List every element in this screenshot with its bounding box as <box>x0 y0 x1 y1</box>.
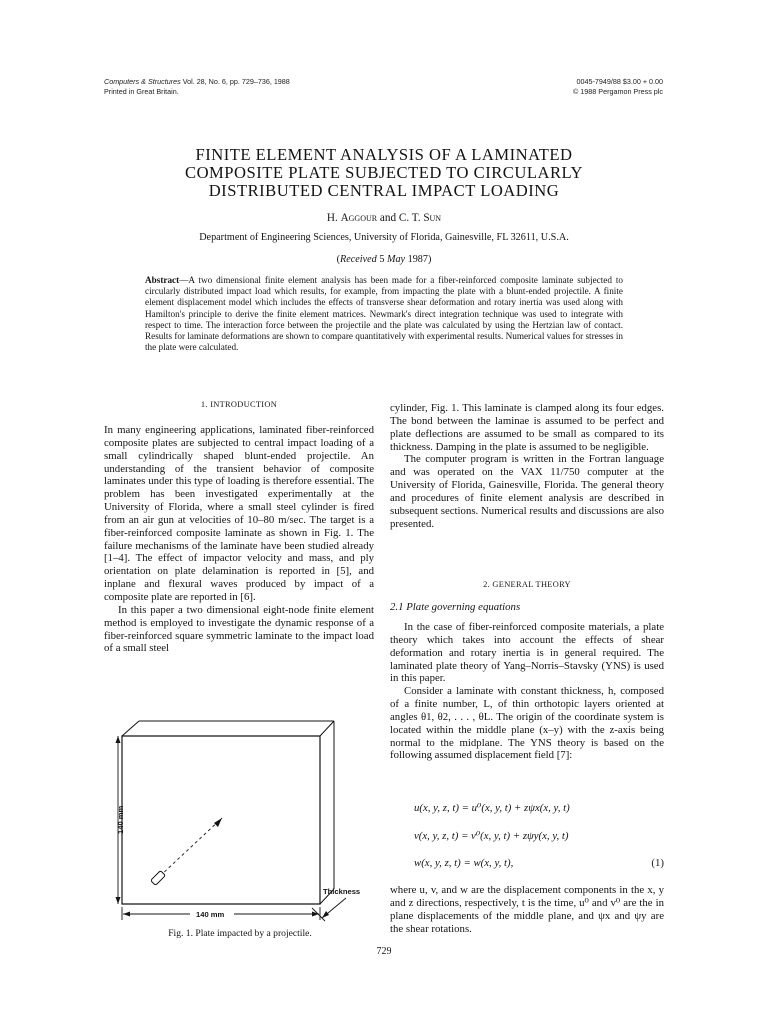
equation-v-text: v(x, y, z, t) = v⁰(x, y, t) + zψy(x, y, t) <box>414 830 569 842</box>
author-2-surname: Sun <box>423 212 442 224</box>
height-arrow-top <box>116 736 121 743</box>
author-conjunction: and <box>377 212 399 224</box>
equation-w-text: w(x, y, z, t) = w(x, y, t), <box>414 857 514 869</box>
received-month: May <box>386 254 406 265</box>
received-label: Received <box>340 254 377 265</box>
intro-paragraph-2: In this paper a two dimensional eight-node finite element method is employed to investigate the dynamic response of a fiber-reinforced square symmetric laminate to the impact load of a small steel <box>104 603 374 655</box>
affiliation: Department of Engineering Sciences, University of Florida, Gainesville, FL 32611, U.S.A. <box>199 232 569 243</box>
title-line-2: COMPOSITE PLATE SUBJECTED TO CIRCULARLY <box>185 163 583 182</box>
section-1-heading: 1. INTRODUCTION <box>200 400 278 409</box>
plate-edge-top-left <box>122 721 139 736</box>
thickness-arrow <box>322 911 329 918</box>
journal-name: Computers & Structures <box>104 77 181 86</box>
copyright-note: © 1988 Pergamon Press plc <box>573 86 663 96</box>
author-1-initials: H. <box>326 212 341 224</box>
thickness-label: Thickness <box>323 887 361 896</box>
figure-1 <box>104 718 376 938</box>
author-1-surname: Aggour <box>340 212 378 224</box>
equation-u-text: u(x, y, z, t) = u⁰(x, y, t) + zψx(x, y, t) <box>414 802 570 814</box>
received-date <box>104 254 664 265</box>
theory-paragraph-1: In the case of fiber-reinforced composite materials, a plate theory which takes into account the effects of shear deformation and rotary inertia is in general required. The laminated plate theory of Yang–Norris–Stavsky (YNS) is used in this paper. <box>390 621 664 685</box>
subsection-2-1-heading: 2.1 Plate governing equations <box>390 601 521 613</box>
abstract-lead: Abstract <box>145 275 180 285</box>
received-day: 5 <box>376 254 387 265</box>
theory-paragraph-2: Consider a laminate with constant thickness, h, composed of a finite number, L, of thin orthotopic layers oriented at angles θ1, θ2, . . . , θL. The origin of the coordinate system is located within the middle plane (x–y) with the z-axis being normal to the midplane. The YNS theory is based on the following assumed displacement field [7]: <box>390 685 664 762</box>
projectile-trajectory <box>160 818 222 876</box>
journal-volume: Vol. 28, No. 6, pp. 729–736, 1988 <box>182 77 290 86</box>
title-line-1: FINITE ELEMENT ANALYSIS OF A LAMINATED <box>195 145 573 164</box>
height-label: 140 mm <box>116 805 125 834</box>
right-column-bottom <box>390 884 664 935</box>
width-arrow-left <box>123 912 130 917</box>
right-column-middle <box>390 621 664 762</box>
paper-title <box>104 146 664 200</box>
width-label: 140 mm <box>196 910 225 919</box>
received-close: 1987) <box>405 254 432 265</box>
intro-paragraph-3: cylinder, Fig. 1. This laminate is clamped along its four edges. The bond between the laminae is assumed to be perfect and plate deflections are assumed to be small as compared to its thickness. Damping in the plate is assumed to be negligible. <box>390 402 664 453</box>
author-2-initials: C. T. <box>398 212 424 224</box>
abstract <box>145 275 623 353</box>
plate-diagram <box>104 718 376 930</box>
running-header-right <box>537 77 663 96</box>
equation-number: (1) <box>651 857 664 869</box>
page-number: 729 <box>376 946 392 957</box>
intro-paragraph-4: The computer program is written in the Fortran language and was operated on the VAX 11/750 computer at the University of Florida, Gainesville, Florida. The general theory and procedures of finite element analysis are described in subsequent sections. Numerical results and discussions are also presented. <box>390 453 664 530</box>
height-arrow-bottom <box>116 897 121 904</box>
trajectory-arrow <box>214 818 222 827</box>
intro-paragraph-1: In many engineering applications, laminated fiber-reinforced composite plates are subjected to central impact loading of a small cylindrically shaped blunt-ended projectile. An understanding of the transient behavior of composite laminates under this type of loading is therefore essential. The problem has been investigated experimentally at the University of Florida, where a small steel cylinder is fired from an air gun at velocities of 10–80 m/sec. The target is a fiber-reinforced composite laminate as shown in Fig. 1. The failure mechanisms of the laminate have been studied already [1–4]. The effect of impactor velocity and mass, and ply orientation on plate delamination is reported in [5], and inplane and flexural waves produced by impact of a composite plate are reported in [6]. <box>104 424 374 603</box>
author-list <box>104 212 664 224</box>
left-column <box>104 424 374 655</box>
projectile-icon <box>151 871 166 886</box>
printed-note: Printed in Great Britain. <box>104 86 179 96</box>
abstract-text: —A two dimensional finite element analysis has been made for a fiber-reinforced composite laminate subjected to circularly distributed impact load which results, for example, from impacting the plate with a blunt-ended projectile. A finite element displacement model which includes the effects of transverse shear deformation and rotary inertia was used along with Hamilton's principle to derive the finite element matrices. Newmark's direct integration technique was used to integrate with respect to time. The interaction force between the projectile and the plate was calculated by using the Hertzian law of contact. Results for laminate deformations are shown to compare quantitatively with experimental results. Numerical values for stresses in the plate were calculated. <box>145 275 623 353</box>
received-open: ( <box>336 254 340 265</box>
title-line-3: DISTRIBUTED CENTRAL IMPACT LOADING <box>208 181 560 200</box>
right-column-top <box>390 402 664 530</box>
article-code: 0045-7949/88 $3.00 + 0.00 <box>576 77 663 86</box>
running-header-left <box>104 77 290 96</box>
figure-1-caption: Fig. 1. Plate impacted by a projectile. <box>168 928 312 939</box>
theory-paragraph-3: where u, v, and w are the displacement components in the x, y and z directions, respectively, t is the time, u⁰ and v⁰ are the in plane displacements of the middle plane, and ψx and ψy are the shear rotations. <box>390 884 664 935</box>
plate-edge-top-right <box>320 721 334 736</box>
section-2-heading: 2. GENERAL THEORY <box>483 580 571 589</box>
